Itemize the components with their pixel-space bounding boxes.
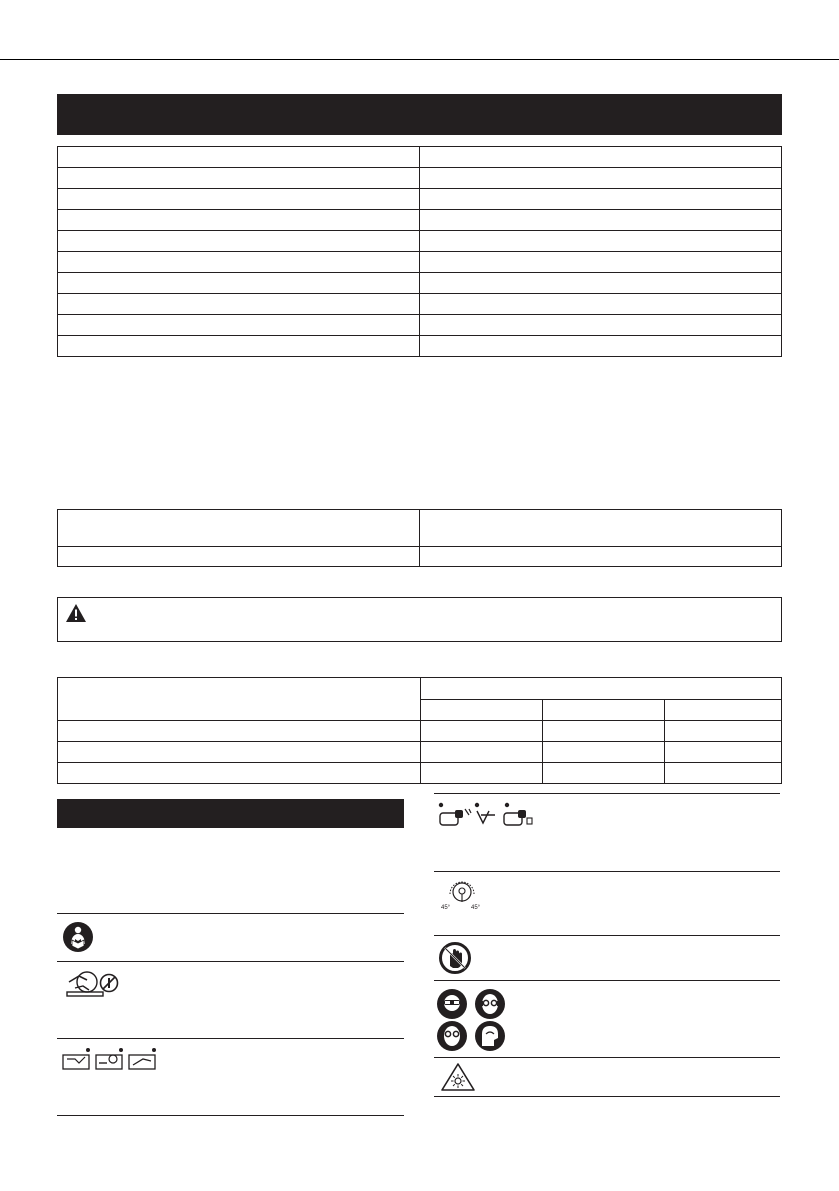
table-row [58, 168, 782, 189]
table-row [58, 510, 782, 547]
symbols-header-bar [57, 799, 404, 828]
divider [434, 935, 780, 936]
lock-release-sequence-icon [437, 801, 533, 829]
protective-gear-icon [436, 988, 508, 1052]
section-header-bar [57, 94, 782, 135]
vibration-table [57, 509, 782, 567]
table-row [58, 678, 782, 700]
table-row [58, 210, 782, 231]
warning-box [57, 597, 782, 642]
no-hands-icon [439, 942, 471, 974]
bevel-left-label: 45° [441, 905, 451, 911]
divider [434, 980, 780, 981]
divider [434, 793, 780, 794]
laser-warning-icon [440, 1062, 476, 1092]
top-rule [0, 59, 839, 60]
blade-install-sequence-icon [61, 1047, 159, 1071]
table-row [58, 189, 782, 210]
divider [57, 1038, 404, 1039]
table-row [58, 147, 782, 168]
divider [434, 871, 780, 872]
table-row [58, 315, 782, 336]
table-row [58, 252, 782, 273]
read-manual-icon [63, 922, 93, 952]
table-row [58, 273, 782, 294]
no-holding-workpiece-icon [61, 968, 119, 1002]
table-row [58, 742, 782, 763]
table-row [58, 763, 782, 784]
divider [57, 961, 404, 962]
divider [57, 1115, 404, 1116]
divider [57, 913, 404, 914]
bevel-angle-icon [440, 880, 484, 912]
table-row [58, 547, 782, 567]
warning-triangle-icon [66, 604, 86, 622]
table-row [58, 336, 782, 357]
bevel-right-label: 45° [471, 905, 481, 911]
table-row [58, 721, 782, 742]
table-row [58, 294, 782, 315]
divider [434, 1057, 780, 1058]
table-row [58, 231, 782, 252]
divider [434, 1096, 780, 1097]
specification-table [57, 146, 782, 357]
noise-table [57, 677, 782, 784]
